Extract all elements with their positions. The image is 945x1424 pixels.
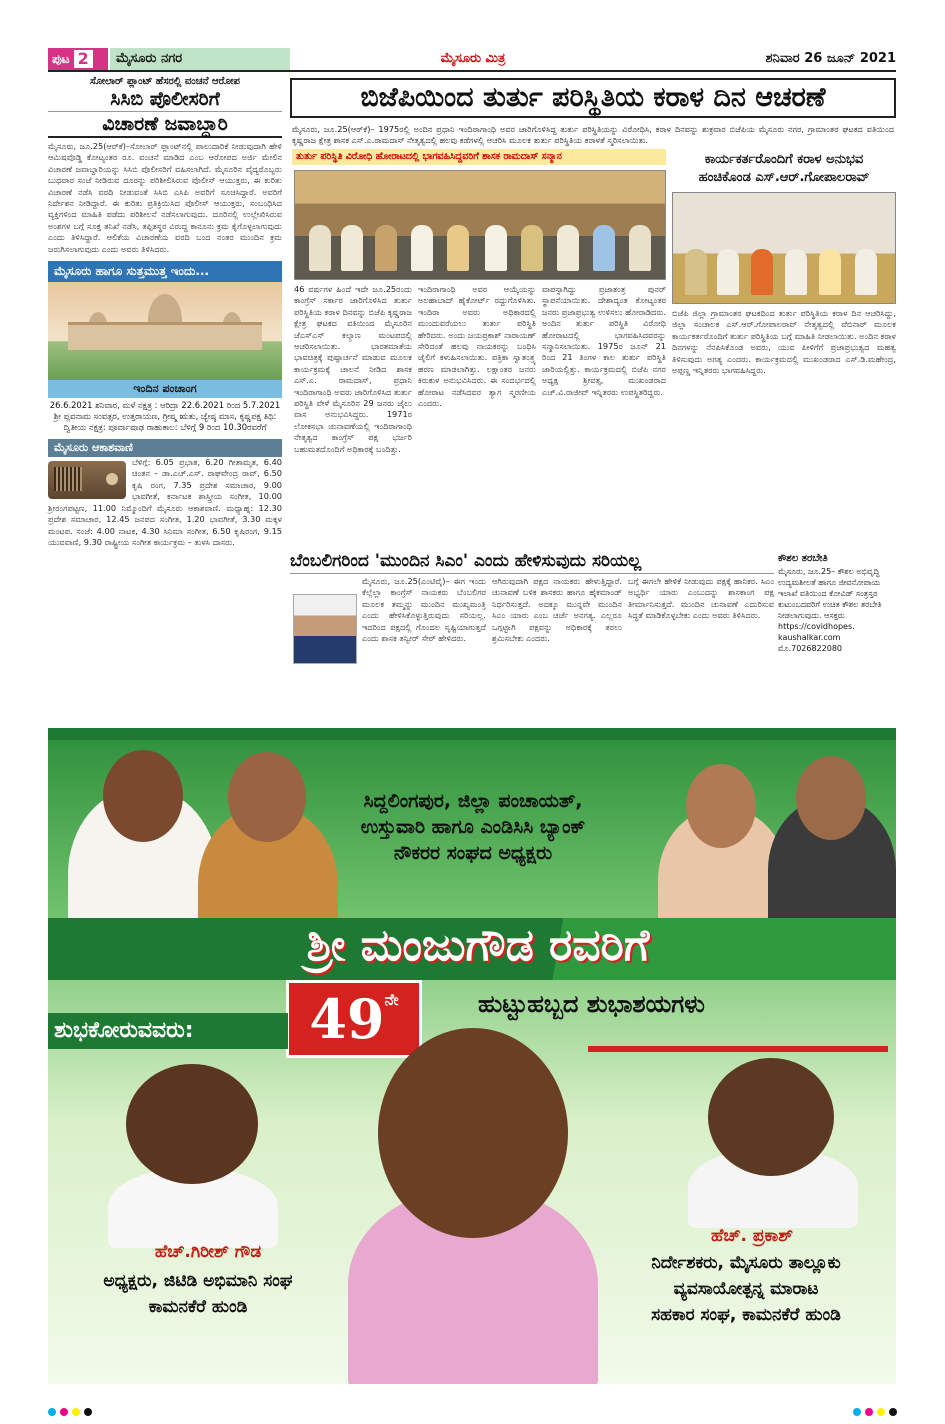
radio-schedule: ಬೆಳಿಗ್ಗೆ: 6.05 ಪ್ರಭಾತ, 6.20 ಗೀತಾಮೃತ, 6.40 ಚಿಂತನ – ಡಾ.ಎಚ್.ಎಸ್. ರಾಘವೇಂದ್ರ ರಾವ್, 6.50 ಕೃಷಿ ರಂಗ, 7.35 ಪ್ರದೇಶ ಸಮಾಚಾರ, 9.00 ಭಾವಗೀತೆ, ಕರ್ನಾಟಕ ಶಾಸ್ತ್ರೀಯ ಸಂಗೀತ, 10.00 ಶ್ರೀರಂಗಪಟ್ಟಣ, 11.00 ನಿಮ್ಮೊಂದಿಗೆ ಮೈಸೂರು ಆಕಾಶವಾಣಿ. ಮಧ್ಯಾಹ್ನ: 12.30 ಪ್ರದೇಶ ಸಮಾಚಾರ, 12.45 ಜನಪದ ಸಂಗೀತ, 1.20 ಭಾವಗೀತೆ, 3.30 ಮಕ್ಕಳ ಮಂಟಪ. ಸಂಜೆ: 4.00 ನಾಟಕ, 4.30 ಸಿನಿಮಾ ಸಂಗೀತ, 6.50 ಕೃಷಿರಂಗ, 9.15 ಯುವವಾಣಿ, 9.30 ರಾಷ್ಟ್ರೀಯ ಸಂಗೀತ ಕಾರ್ಯಕ್ರಮ – ತುಳಸಿ ದಾಸರು. [48, 457, 282, 547]
skill-training-headline: ಕೌಶಲ ತರಬೇತಿ [778, 553, 828, 564]
left-column [48, 76, 282, 548]
mysore-palace-image [48, 282, 282, 380]
girish-gowda-role-2: ಕಾಮನಕೆರೆ ಹುಂಡಿ [148, 1297, 248, 1317]
color-registration-right [853, 1408, 897, 1416]
age-suffix: ನೇ [384, 990, 399, 1009]
felicitation-photo [294, 170, 666, 280]
section-name: ಮೈಸೂರು ನಗರ [110, 48, 290, 70]
skill-training-text: ಮೈಸೂರು, ಜೂ.25– ಕೌಶಲ ಅಭಿವೃದ್ಧಿ ಉದ್ಯಮಶೀಲತೆ ಹಾಗೂ ಜೀವನೋಪಾಯ ಇಲಾಖೆ ವತಿಯಿಂದ ಕೋವಿಡ್ ಸಂತ್ರಸ್ತರ ಕುಟುಂಬದವರಿಗೆ ಉಚಿತ ಕೌಶಲ ತರಬೇತಿ ನೀಡಲಾಗುವುದು. ಆಸಕ್ತರು https://covidhopes. kaushalkar.com ಮೊ.7026822080 [778, 567, 882, 653]
ad-line-2: ಉಸ್ತುವಾರಿ ಹಾಗೂ ಎಂಡಿಸಿಸಿ ಬ್ಯಾಂಕ್ [360, 816, 586, 838]
birthday-wish: ಹುಟ್ಟುಹಬ್ಬದ ಶುಭಾಶಯಗಳು [478, 990, 705, 1018]
main-intro: ಮೈಸೂರು, ಜೂ.25(ಆರ್‌ಕೆ)– 1975ರಲ್ಲಿ ಅಂದಿನ ಪ್ರಧಾನಿ ಇಂದಿರಾಗಾಂಧಿ ಅವರ ಜಾರಿಗೊಳಿಸಿದ್ದ ತುರ್ತು ಪರಿಸ್ಥಿತಿಯನ್ನು ವಿರೋಧಿಸಿ, ಕರಾಳ ದಿನವನ್ನು ಶುಕ್ರವಾರ ಬಿಜೆಪಿಯ ಮೈಸೂರು ನಗರ, ಗ್ರಾಮಾಂತರ ಘಟಕದ ವತಿಯಿಂದ ಕೃಷ್ಣರಾಜ ಕ್ಷೇತ್ರ ಶಾಸಕ ಎಸ್.ಎ.ರಾಮದಾಸ್ ನೇತೃತ್ವದಲ್ಲಿ ಹಲವು ಕಡೆಗಳಲ್ಲಿ ಆಚರಿಸಿ ಮೂಲಕ ತುರ್ತು ಪರಿಸ್ಥಿತಿಯ ಕರಾಳತೆ ಸ್ಮರಿಸಲಾಯಿತು. [292, 124, 894, 146]
panchanga-text: 26.6.2021 ಶನಿವಾರ, ಮಳೆ ನಕ್ಷತ್ರ : ಆರಿದ್ರಾ 22.6.2021 ರಿಂದ 5.7.2021 ಶ್ರೀ ಪ್ಲವನಾಮ ಸಂವತ್ಸರ, ಉತ್ತರಾಯಣ, ಗ್ರೀಷ್ಮ ಋತು, ಜ್ಯೇಷ್ಠ ಮಾಸ, ಕೃಷ್ಣಪಕ್ಷ ತಿಥಿ: ದ್ವಿತೀಯ ನಕ್ಷತ್ರ: ಪೂರ್ವಾಷಾಢ ರಾಹುಕಾಲ: ಬೆಳಿಗ್ಗೆ 9 ರಿಂದ 10.30ರವರೆಗೆ [49, 400, 281, 433]
tanveer-sait-portrait [293, 594, 357, 664]
girish-gowda-face [126, 1064, 258, 1184]
color-registration-left [48, 1408, 92, 1416]
article-column-4: ಬಿಜೆಪಿ ಜಿಲ್ಲಾ ಗ್ರಾಮಾಂತರ ಘಟಕದಿಂದ ತುರ್ತು ಪರಿಸ್ಥಿತಿಯ ಕರಾಳ ದಿನ ಆಚರಿಸಿದ್ದು, ಜಿಲ್ಲಾ ಸಂಚಾಲಕ ಎಸ್.ಆರ್.ಗೋಪಾಲರಾವ್ ನೇತೃತ್ವದಲ್ಲಿ ವೆಬಿನಾರ್ ಮೂಲಕ ಕಾರ್ಯಕರ್ತರೊಂದಿಗೆ ತುರ್ತು ಪರಿಸ್ಥಿತಿಯ ಬಗ್ಗೆ ಮಾಹಿತಿ ನೀಡಲಾಯಿತು. ಅಂದಿನ ಕರಾಳ ದಿನಗಳನ್ನು ನೆನಪಿಸಿಕೊಂಡ ಅವರು, ಯುವ ಪೀಳಿಗೆಗೆ ಪ್ರಜಾಪ್ರಭುತ್ವದ ಮಹತ್ವ ತಿಳಿಸುವುದು ಅಗತ್ಯ ಎಂದರು. ಕಾರ್ಯಕ್ರಮದಲ್ಲಿ ಮುಖಂಡರಾದ ಎಸ್.ಡಿ.ಮಹೇಂದ್ರ, ಅಪ್ಪಣ್ಣ ಇನ್ನಿತರರು ಭಾಗವಹಿಸಿದ್ದರು. [672, 308, 896, 376]
prakash-role-1: ನಿರ್ದೇಶಕರು, ಮೈಸೂರು ತಾಲ್ಲೂಕು [651, 1253, 841, 1273]
story-body: ಮೈಸೂರು, ಜೂ.25(ಆರ್‌ಕೆ)–ಸೋಲಾರ್ ಪ್ಲಾಂಟ್‌ನಲ್ಲಿ ಪಾಲುದಾರಿಕೆ ನೀಡುವುದಾಗಿ ಹೇಳಿ ಆಮಿಷವೊಡ್ಡಿ ಕೋಟ್ಯಂತರ ರೂ. ವಂಚನೆ ಮಾಡಿದ ಎಂಬ ಆರೋಪದ ಅರ್ಜಿ ಮೇಲಿನ ವಿಚಾರಣೆ ಜವಾಬ್ದಾರಿಯನ್ನು ಸಿಸಿಬಿ ಪೊಲೀಸರಿಗೆ ವಹಿಸಲಾಗಿದೆ. ಮೈಸೂರಿನ ವೈದ್ಯರೊಬ್ಬರು ಬುಧವಾರ ಸಂಜೆ ನೀಡಿರುವ ದೂರನ್ನು ಪರಿಶೀಲಿಸಿರುವ ಪೊಲೀಸ್ ಆಯುಕ್ತರು, ಈ ಕುರಿತು ವಿಚಾರಣೆ ನಡೆಸಿ ವರದಿ ನೀಡುವಂತೆ ಸಿಸಿಬಿ ಎಸಿಪಿ ಅವರಿಗೆ ಸೂಚಿಸಿದ್ದಾರೆ. ಅವರಿಗೆ ನಿರ್ದೇಶನ ನೀಡಿದ್ದಾರೆ. ಈ ಕುರಿತು ಪ್ರತಿಕ್ರಿಯಿಸಿದ ಪೊಲೀಸ್ ಆಯುಕ್ತರು, ಸಂಬಂಧಿಸಿದ ವ್ಯಕ್ತಿಗಳಿಂದ ಮಾಹಿತಿ ಪಡೆದು ಪರಿಶೀಲನೆ ನಡೆಸಲಾಗುವುದು. ದೂರಿನಲ್ಲಿ ಉಲ್ಲೇಖಿಸಿರುವ ಅಂಶಗಳ ಬಗ್ಗೆ ಸೂಕ್ತ ತನಿಖೆ ನಡೆಸಿ, ತಪ್ಪಿತಸ್ಥರ ವಿರುದ್ಧ ಕಾನೂನು ಕ್ರಮ ಕೈಗೊಳ್ಳಲಾಗುವುದು ಎಂದು ತಿಳಿಸಿದ್ದಾರೆ. ಆಲಿಕೆಯ ವಿಚಾರಣೆಯ ವರದಿ ಬಂದ ನಂತರ ಮುಂದಿನ ಕ್ರಮ ಜರುಗಿಸಲಾಗುವುದು ಎಂದು ಅವರು ತಿಳಿಸಿದರು. [48, 141, 282, 254]
page-number-badge [48, 48, 108, 70]
age-badge [286, 980, 422, 1058]
wishers-label: ಶುಭಕೋರುವವರು: [48, 1013, 288, 1049]
story-headline-line-1: ಸಿಸಿಬಿ ಪೊಲೀಸರಿಗೆ [48, 87, 282, 112]
article-column-2: ಇಂದಿರಾಗಾಂಧಿ ಅವರ ಆಯ್ಕೆಯನ್ನು ಅಲಹಾಬಾದ್ ಹೈಕೋರ್ಟ್ ರದ್ದುಗೊಳಿಸಿತು. ಇಂದಿರಾ ಅವರು ಅಧಿಕಾರದಲ್ಲಿ ಮುಂದುವರೆಯಲು ತುರ್ತು ಪರಿಸ್ಥಿತಿ ಹೇರಿದರು. ಅಂದು ಜಯಪ್ರಕಾಶ್ ನಾರಾಯಣ್ ಸೇರಿದಂತೆ ಹಲವು ನಾಯಕರನ್ನು ಬಂಧಿಸಿ ಜೈಲಿಗೆ ಕಳುಹಿಸಲಾಯಿತು. ಪತ್ರಿಕಾ ಸ್ವಾತಂತ್ರ್ಯ ಹರಣ ಮಾಡಲಾಗಿತ್ತು. ಲಕ್ಷಾಂತರ ಜನರು ಕಿರುಕುಳ ಅನುಭವಿಸಿದರು. ಈ ಸಂದರ್ಭದಲ್ಲಿ ಹೋರಾಟ ನಡೆಸಿದವರ ತ್ಯಾಗ ಸ್ಮರಣೀಯ ಎಂದರು. [418, 284, 536, 409]
article-column-3: ವಾಪಸ್ಸಾಗಿದ್ದು ಪ್ರಜಾತಂತ್ರ ಪುನರ್ ಸ್ಥಾಪನೆಯಾಯಿತು. ದೇಶಾದ್ಯಂತ ಕೋಟ್ಯಂತರ ಜನರು ಪ್ರಜಾಪ್ರಭುತ್ವ ಉಳಿಸಲು ಹೋರಾಡಿದರು. ಅಂದಿನ ತುರ್ತು ಪರಿಸ್ಥಿತಿ ವಿರೋಧಿ ಹೋರಾಟದಲ್ಲಿ ಭಾಗವಹಿಸಿದವರನ್ನು ಸನ್ಮಾನಿಸಲಾಯಿತು. 1975ರ ಜೂನ್ 21 ರಿಂದ 21 ತಿಂಗಳ ಕಾಲ ತುರ್ತು ಪರಿಸ್ಥಿತಿ ಜಾರಿಯಲ್ಲಿತ್ತು. ಕಾರ್ಯಕ್ರಮದಲ್ಲಿ ಬಿಜೆಪಿ ನಗರ ಅಧ್ಯಕ್ಷ ಶ್ರೀವತ್ಸ, ಮುಖಂಡರಾದ ಎಚ್.ವಿ.ರಾಜೀವ್ ಇನ್ನಿತರರು ಉಪಸ್ಥಿತರಿದ್ದರು. [542, 284, 666, 397]
girish-gowda-role-1: ಅಧ್ಯಕ್ಷರು, ಜಿಟಿಡಿ ಅಭಿಮಾನಿ ಸಂಘ [103, 1271, 293, 1291]
cm-story-column-2: ಆಗಿರುವುದಾಗಿ ಪಕ್ಷದ ನಾಯಕರು ಹೇಳುತ್ತಿದ್ದಾರೆ. ಚುನಾವಣೆ ಬಳಿಕ ಶಾಸಕರು ಹಾಗೂ ಹೈಕಮಾಂಡ್ ನಿರ್ಧರಿಸುತ್ತದೆ. ಅದಕ್ಕೂ ಮುನ್ನವೇ ಮುಂದಿನ ಸಿಎಂ ಯಾರು ಎಂಬ ಚರ್ಚೆ ಅನಗತ್ಯ. ಎಲ್ಲರೂ ಒಗ್ಗಟ್ಟಾಗಿ ಪಕ್ಷವನ್ನು ಅಧಿಕಾರಕ್ಕೆ ತರಲು ಶ್ರಮಿಸಬೇಕು ಎಂದರು. [492, 576, 622, 644]
prakash-role-3: ಸಹಕಾರ ಸಂಘ, ಕಾಮನಕೆರೆ ಹುಂಡಿ [651, 1305, 841, 1325]
honoree-face [378, 1028, 568, 1238]
page-number: 2 [74, 50, 93, 68]
girish-gowda-name: ಹೆಚ್.ಗಿರೀಶ್ ಗೌಡ [154, 1242, 262, 1262]
radio-heading: ಮೈಸೂರು ಆಕಾಶವಾಣಿ [48, 439, 282, 457]
cm-story-column-1: ಮೈಸೂರು, ಜೂ.25(ಎಂಟಿವೈ)– ಈಗ ಇಂದು ಕೆಲ್ಲೆಲ್ಲಾ ಕಾಂಗ್ರೆಸ್ ನಾಯಕರು ಬೆಂಬಲಿಗರ ಮೂಲಕ ತಮ್ಮನ್ನು ಮುಂದಿನ ಮುಖ್ಯಮಂತ್ರಿ ಎಂದು ಹೇಳಿಸಿಕೊಳ್ಳುತ್ತಿರುವುದು ಸರಿಯಲ್ಲ. ಇದರಿಂದ ಪಕ್ಷದಲ್ಲಿ ಗೊಂದಲ ಸೃಷ್ಟಿಯಾಗುತ್ತದೆ ಎಂದು ಶಾಸಕ ತನ್ವೀರ್ ಸೇಠ್ ಹೇಳಿದರು. [362, 576, 486, 644]
main-headline: ಬಿಜೆಪಿಯಿಂದ ತುರ್ತು ಪರಿಸ್ಥಿತಿಯ ಕರಾಳ ದಿನ ಆಚರಣೆ [290, 78, 896, 118]
article-column-1: 46 ವರ್ಷಗಳ ಹಿಂದೆ ಇದೇ ಜೂ.25ರಂದು ಕಾಂಗ್ರೆಸ್ ಸರ್ಕಾರ ಜಾರಿಗೊಳಿಸಿದ ತುರ್ತು ಪರಿಸ್ಥಿತಿಯ ಕರಾಳ ದಿನವನ್ನು ಬಿಜೆಪಿ ಕೃಷ್ಣರಾಜ ಕ್ಷೇತ್ರ ಘಟಕದ ವತಿಯಿಂದ ಮೈಸೂರಿನ ಜೆಎಸ್‌ಎಸ್ ಕಲ್ಯಾಣ ಮಂಟಪದಲ್ಲಿ ಆಚರಿಸಲಾಯಿತು. ಭಾರತಮಾತೆಯ ಭಾವಚಿತ್ರಕ್ಕೆ ಪುಷ್ಪಾರ್ಚನೆ ಮಾಡುವ ಮೂಲಕ ಕಾರ್ಯಕ್ರಮಕ್ಕೆ ಚಾಲನೆ ನೀಡಿದ ಶಾಸಕ ಎಸ್.ಎ. ರಾಮದಾಸ್, ಪ್ರಧಾನಿ ಇಂದಿರಾಗಾಂಧಿ ಅವರು ಜಾರಿಗೊಳಿಸಿದ ತುರ್ತು ಪರಿಸ್ಥಿತಿ ವೇಳೆ ಮೈಸೂರಿನ 29 ಜನರು ಜೈಲು ವಾಸ ಅನುಭವಿಸಿದ್ದರು. 1971ರ ಲೋಕಸಭಾ ಚುನಾವಣೆಯಲ್ಲಿ ಇಂದಿರಾಗಾಂಧಿ ನೇತೃತ್ವದ ಕಾಂಗ್ರೆಸ್ ಪಕ್ಷ ಭರ್ಜರಿ ಬಹುಮತದೊಂದಿಗೆ ಅಧಿಕಾರಕ್ಕೆ ಬಂದಿತ್ತು. [294, 284, 413, 454]
photo-caption-strip: ತುರ್ತು ಪರಿಸ್ಥಿತಿ ವಿರೋಧಿ ಹೋರಾಟದಲ್ಲಿ ಭಾಗವಹಿಸಿದ್ದವರಿಗೆ ಶಾಸಕ ರಾಮದಾಸ್ ಸನ್ಮಾನ [292, 149, 666, 165]
page-masthead [48, 48, 896, 72]
honoree-name: ಶ್ರೀ ಮಂಜುಗೌಡ ರವರಿಗೆ [306, 920, 650, 971]
cm-story-headline: ಬೆಂಬಲಿಗರಿಂದ 'ಮುಂದಿನ ಸಿಎಂ' ಎಂದು ಹೇಳಿಸುವುದು ಸರಿಯಲ್ಲ [290, 551, 774, 574]
page-label: ಪುಟ [52, 51, 70, 66]
issue-date: ಶನಿವಾರ 26 ಜೂನ್ 2021 [765, 51, 896, 66]
age-number: 49 [309, 987, 385, 1051]
radio-icon [48, 461, 126, 499]
newspaper-brand: ಮೈಸೂರು ಮಿತ್ರ [440, 51, 506, 66]
birthday-advertisement [48, 728, 896, 1384]
cm-story-column-3: ಬಗ್ಗೆ ಈಗಲೇ ಹೇಳಿಕೆ ನೀಡುವುದು ಪಕ್ಷಕ್ಕೆ ಹಾನಿಕರ. ಸಿಎಂ ಅಭ್ಯರ್ಥಿ ಯಾರು ಎಂಬುದನ್ನು ಶಾಸಕಾಂಗ ಪಕ್ಷ ತೀರ್ಮಾನಿಸುತ್ತದೆ. ಮುಂದಿನ ಚುನಾವಣೆ ಎದುರಿಸುವ ಸಿದ್ಧತೆ ಮಾಡಿಕೊಳ್ಳಬೇಕು ಎಂದು ಅವರು ತಿಳಿಸಿದರು. [628, 576, 774, 621]
young-man-face [796, 756, 866, 840]
elder-man-face [103, 750, 183, 842]
prakash-face [708, 1058, 834, 1176]
ad-top-stripe [48, 728, 896, 740]
right-story-headline [672, 151, 896, 187]
panchanga-heading: ಇಂದಿನ ಪಂಚಾಂಗ [48, 380, 282, 398]
red-divider [588, 1046, 888, 1052]
city-today-heading: ಮೈಸೂರು ಹಾಗೂ ಸುತ್ತಮುತ್ತ ಇಂದು... [48, 261, 282, 282]
right-headline-line-2: ಹಂಚಿಕೊಂಡ ಎಸ್.ಆರ್.ಗೋಪಾಲರಾವ್ [698, 170, 870, 185]
story-kicker: ಸೋಲಾರ್ ಪ್ಲಾಂಟ್ ಹೆಸರಲ್ಲಿ ವಂಚನೆ ಆರೋಪ [90, 76, 240, 87]
right-headline-line-1: ಕಾರ್ಯಕರ್ತರೊಂದಿಗೆ ಕರಾಳ ಅನುಭವ [704, 152, 864, 167]
gopalarao-photo [672, 192, 896, 304]
ad-line-3: ನೌಕರರ ಸಂಘದ ಅಧ್ಯಕ್ಷರು [393, 842, 553, 864]
story-headline-line-2: ವಿಚಾರಣೆ ಜವಾಬ್ದಾರಿ [48, 112, 282, 138]
prakash-name: ಹೆಚ್. ಪ್ರಕಾಶ್ [710, 1226, 794, 1246]
ad-line-1: ಸಿದ್ದಲಿಂಗಪುರ, ಜಿಲ್ಲಾ ಪಂಚಾಯತ್, [363, 790, 583, 812]
prakash-role-2: ವ್ಯವಸಾಯೋತ್ಪನ್ನ ಮಾರಾಟ [673, 1279, 819, 1299]
